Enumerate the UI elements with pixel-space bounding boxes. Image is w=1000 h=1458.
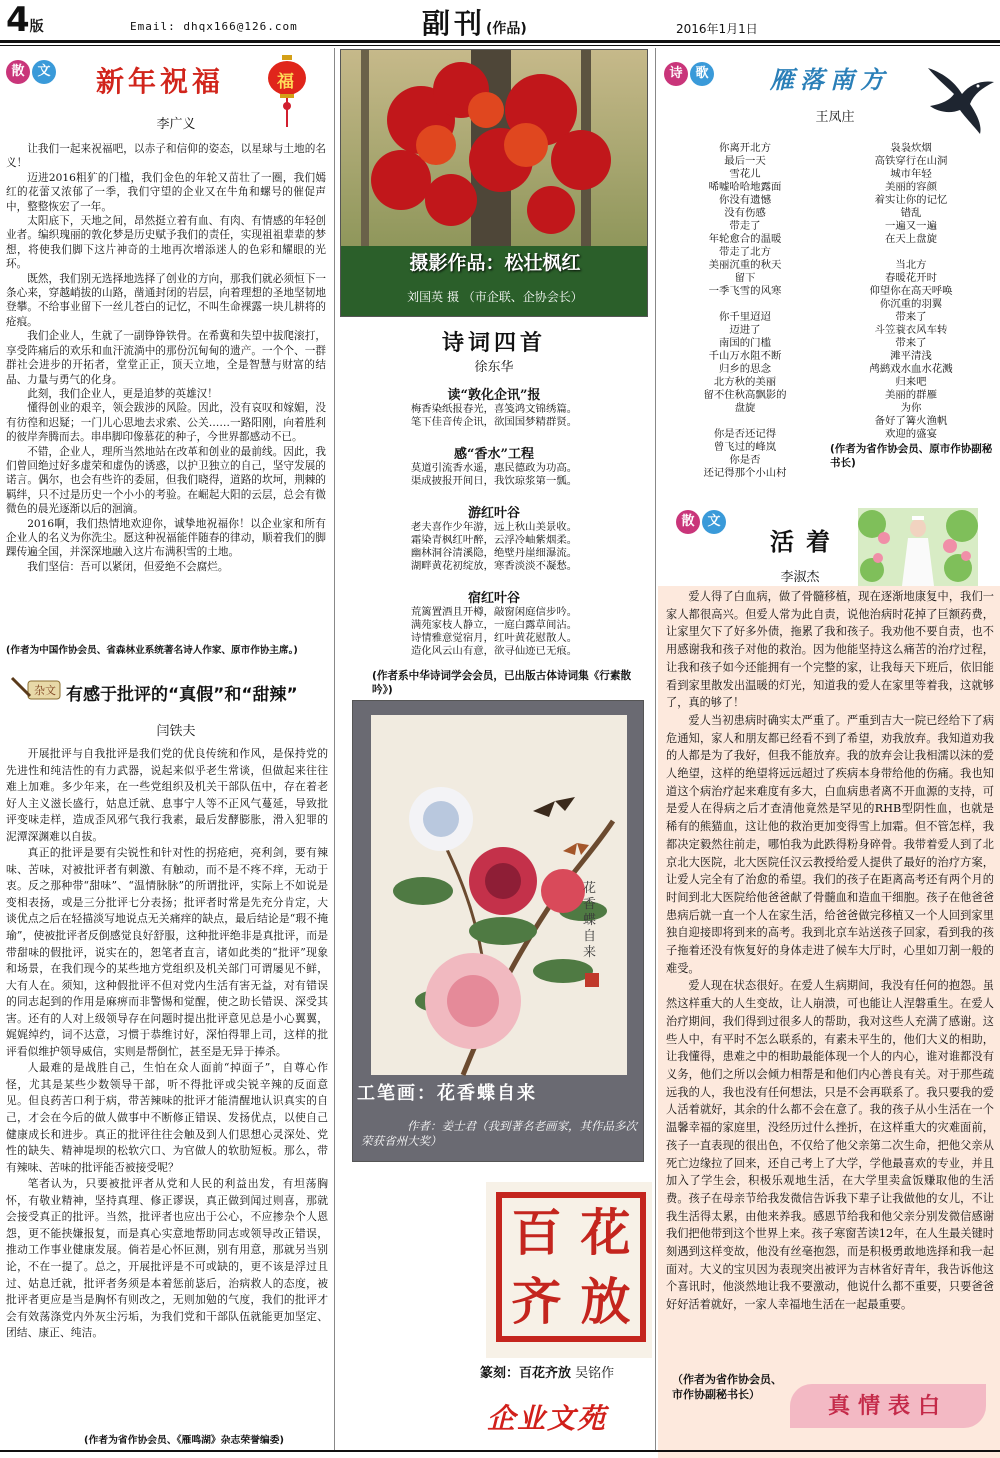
- poem2-column-a: [672, 142, 818, 480]
- poem2-line: 你沉重的羽翼: [879, 298, 943, 310]
- essay-title: 新年祝福: [96, 65, 225, 98]
- poem-title: 感“香水”工程: [454, 447, 534, 462]
- poem-line: 满苑家枝人静立，一庭白露草间沾。: [410, 619, 578, 631]
- seal-char: 放: [580, 1272, 631, 1331]
- essay3-body: 爱人得了白血病，做了骨髓移植，现在逐渐地康复中，我们一家人都很高兴。但爱人常为此自责，说他治病时花掉了巨额药费，让家里欠下了好多外债，拖累了我和孩子。我劝他不要自责，也不用感谢我和孩子对他的救治。因为他能坚持这么痛苦的治疗过程，让我和孩子如今还能拥有一个完整的家，让我每天下班后，依旧能看到家里散发出温暖的灯光，知道我的爱人在家里等着我，这就够了，真的够了！ 爱人当初患病时确实太严重了。严重到吉大一院已经给下了病危通知，家人和朋友都已经看不到了希望，劝我放弃。我知道劝我的人都是为了我好，但我不能放弃。我的放弃会让我相濡以沫的爱人绝望，这样的绝望将远远超过了疾病本身带给他的伤痛。我也知道这个病治疗起来难度有多大，白血病患者离不开血源的支持，可是爱人在得病之后才查清他竟然是罕见的RHB型阴性血，也就是稀有的熊猫血，这让他的救治更加变得雪上加霜。但不管怎样，我都决定毅然往前走，哪怕我为此跌得粉身碎骨。我带着爱人到了北京北大医院，北大医院任汉云教授给爱人提供了最好的治疗方案，让爱人完全有了治愈的希望。我们的孩子在距离高考还有两个月的时间到北大医院给他爸爸献了骨髓血和造血干细胞。孩子在他爸爸患病后就一直一个人在家生活，给爸爸做完移植又一个人回到家里独自迎接即将到来的高考。我到北京车站送孩子回家，看到我的孩子拖着还没有恢复好的身体走进了候车大厅时，心里如刀割一般的难受。 爱人现在状态很好。在爱人生病期间，我没有任何的抱怨。虽然这样重大的人生变故，让人崩溃，可也能让人涅磐重生。在爱人治疗期间，我们得到过很多人的帮助，我对这些人充满了感谢。这些人中，有平时不怎么联系的，有素未平生的，他们大义的相助，让我懂得，患难之中的相助最能体现一个人的内心，谁对谁都没有义务，他们之所以会倾力相帮是和他们内心善良有关。对于那些疏远我的人，我也没有任何想法，只是不会再联系了。我只要我的爱人活着就好，其余的什么都不会在意了。我的孩子从小生活在一个温馨幸福的家庭里，没经历过什么挫折，在这样重大的灾难面前，孩子一直表现的很出色，不仅给了他父亲第二次生命，把他父亲从死亡边缘拉了回来，还自己考上了大学，学他最喜欢的专业，并且加入了学生会，积极乐观地生活，在大学里卖盒饭赚取他的生活费。孩子在母亲节给我发微信告诉我下辈子让我做他的女儿，不让我生活得太累，由他来养我。感恩节给我和他父亲分别发微信感谢我们把他带到这个世界上来。孩子寒窗苦读12年，在人生最关键时刻遇到这样变故，他没有丝毫抱怨，而是积极勇敢地选择和我一起面对。大义的宝贝因为表现突出被评为吉林省好青年，我告诉他这个喜讯时，他淡然地让我不要激动，他说什么都不重要，只要爸爸好好活着就好，一家人幸福地生活在一起最重要。: [666, 590, 994, 1312]
- poem-line: 诗情雅意觉宿月，红叶黄花慰散人。: [410, 632, 578, 644]
- seal-caption-author: 吴铭作: [575, 1366, 615, 1381]
- essay-author: 李广义: [156, 117, 196, 132]
- poem2-line: 高铁穿行在山洞: [874, 155, 948, 167]
- poem2-line: 你是否还记得: [713, 428, 777, 440]
- seal-carving: [486, 1182, 652, 1358]
- poem2-line: 还记得那个小山村: [703, 467, 787, 479]
- poem2-line: 雪花儿: [729, 168, 761, 180]
- poem2-line: 没有伤感: [724, 207, 766, 219]
- poem2-line: 在天上盘旋: [885, 233, 937, 245]
- essay2-author: 闫铁夫: [156, 724, 196, 739]
- poem2-line: 为你: [900, 402, 922, 414]
- column-divider-left: [334, 48, 335, 1450]
- poem2-line: 美丽的群雁: [885, 389, 937, 401]
- poems-author: 徐东华: [474, 360, 514, 375]
- seal-caption-title: 篆刻：百花齐放: [480, 1366, 572, 1381]
- poem2-line: 袅袅炊烟: [890, 142, 932, 154]
- poem2-line: 年轮愈合的温暖: [708, 233, 782, 245]
- poem2-line: 斗笠蓑衣风车转: [874, 324, 948, 336]
- seal-char: 齐: [511, 1272, 562, 1331]
- seal-char: 百: [511, 1203, 562, 1262]
- poem2-line: 带走了北方: [719, 246, 771, 258]
- poem-line: 老夫喜作少年游，远上秋山美景收。: [410, 521, 578, 533]
- poem2-gap: [836, 246, 986, 259]
- poem2-line: 你是否: [729, 454, 761, 466]
- section-title: 副刊(作品): [422, 7, 527, 40]
- poem2-line: 错乱: [900, 207, 922, 219]
- poem2-line: 归乡的思念: [719, 363, 771, 375]
- poem-line: 湖畔黄花初绽放，寒香淡淡不凝愁。: [410, 560, 578, 572]
- essay3-tag: 散 文: [676, 510, 728, 534]
- poem2-line: 千山万水阻不断: [708, 350, 782, 362]
- essay2-tag: 杂文: [34, 684, 56, 697]
- poem2-line: 曾飞过的峰岚: [713, 441, 777, 453]
- poem2-line: 备好了篝火渔帆: [874, 415, 948, 427]
- column-logo: 企业文苑: [482, 1394, 612, 1444]
- poem-title: 游红叶谷: [467, 506, 520, 521]
- poem-line: 渠成披报开间日，我饮琼浆第一瓢。: [410, 475, 578, 487]
- photo-credit: 刘国英 摄 （市企联、企协会长）: [407, 290, 583, 304]
- poem2-line: 美丽的容颜: [885, 181, 937, 193]
- poem-line: 荒篱置酒且开樽，敲窗闲庭信步吟。: [410, 606, 578, 618]
- poem2-line: 春暖花开时: [885, 272, 937, 284]
- lantern-char: 福: [277, 72, 294, 92]
- poem-line: 幽林洞谷清溪隐，绝壁丹崖细瀑流。: [410, 547, 578, 559]
- poem2-line: 北方秋的美丽: [713, 376, 777, 388]
- poem2-line: 带走了: [729, 220, 761, 232]
- poem2-line: 留不住秋高飘影的: [703, 389, 787, 401]
- poems-note: (作者系中华诗词学会会员，已出版古体诗词集《行素散吟》): [372, 670, 632, 696]
- photo-title: 摄影作品：松壮枫红: [409, 252, 581, 274]
- poem2-line: 着实让你的记忆: [874, 194, 948, 206]
- poem2-line: 当北方: [895, 259, 927, 271]
- poem2-column-b: [836, 142, 986, 441]
- seal-caption: [480, 1362, 656, 1381]
- poem2-line: 你千里迢迢: [719, 311, 771, 323]
- poem-title: 读“敦化企讯”报: [447, 388, 541, 403]
- poem2-line: 城市年轻: [890, 168, 932, 180]
- essay2-body: 开展批评与自我批评是我们党的优良传统和作风，是保持党的先进性和纯洁性的有力武器，说起来似乎老生常谈，但做起来往往难上加难。多少年来，在一些党组织及机关干部队伍中，存在着老好人主义滋长盛行，姑息迁就、息事宁人等不正风气蔓延，导致批评变味走样，造成歪风邪气我行我素，最后发酵膨胀，滑入犯罪的泥潭深渊难以自拔。 真正的批评是要有尖锐性和针对性的拐疮疤，亮利剑，要有辣味、苦味，对被批评者有刺激、有触动，而不是不疼不痒，无动于衷。反之那种带“甜味”、“温情脉脉”的所谓批评，实际上不如说是变相表扬，或是三分批评七分表扬；批评者时常是先充分肯定，大谈优点之后在轻描淡写地说点无关痛痒的缺点，最后结论是“瑕不掩瑜”，使被批评者反倒感觉良好舒服，这种批评绝非是真批评，而是带甜味的假批评，说实在的，恕笔者直言，诸如此类的“批评”现象和场景，在我们现今的某些地方党组织及机关部门可谓屡见不鲜，大有人在。须知，这种假批评不但对党内生活有害无益，对有错误的同志起到的作用是麻痹而非警惕和觉醒，使之助长错误、深受其害。还有的人对上级领导存在问题时提出批评意见总是小心翼翼，娓娓绰约，词不达意，习惯于恭维讨好，深怕得罪上司，这样的批评看似维护领导威信，实则是帮倒忙，甚至是无异于捧杀。 人最难的是战胜自己，生怕在众人面前“掉面子”，自尊心作怪，尤其是某些少数领导干部，听不得批评或尖锐辛辣的反面意见。但良药苦口利于病，带苦辣味的批评才能清醒地认识真实的自己，才会在今后的做人做事中不断修正错误、发扬优点，以使自己健康成长和进步。真正的批评往往会触及到人们思想心灵深处、党性的缺失、精神堤坝的松软穴口、为官做人的软肋短板。那么，带有辣味、苦味的批评能否被接受呢？ 笔者认为，只要被批评者从党和人民的利益出发，有坦荡胸怀，有敬业精神，坚持真理、修正谬误，真正做到闻过则喜，那就会接受真正的批评。当然，批评者也应出于公心，不应掺杂个人恩怨，更不能挟嫌报复，而是真心实意地帮助同志或领导改正错误，推动工作事业健康发展。倘若是心怀叵测，别有用意，那就另当别论，不在一提了。总之，开展批评是不可或缺的，更不该是浮过且过、姑息迁就，批评者务须是本着惩前毖后，治病救人的态度，被批评者更应是当是胸怀有则改之，无则加勉的气度，我们的批评才会有效荡涤党内外灰尘污垢，为我们党和干部队伍就能更加坚定、团结、康正、纯洁。: [6, 747, 328, 1340]
- essay2-title: 有感于批评的“真假”和“甜辣”: [66, 685, 298, 705]
- page-header: [0, 0, 1000, 44]
- poem2-line: 迈进了: [729, 324, 761, 336]
- footer-rule: [0, 1450, 1000, 1452]
- essay3-author: 李淑杰: [780, 570, 820, 585]
- poem2-title: 雁落南方: [770, 65, 890, 94]
- page-number: 4版: [6, 0, 44, 40]
- poem2-line: 带来了: [895, 337, 927, 349]
- poem2-line: 南国的门槛: [719, 337, 771, 349]
- poem2-line: 滩平清浅: [890, 350, 932, 362]
- poem2-line: 盘旋: [734, 402, 756, 414]
- poems-list: [340, 378, 648, 658]
- poem2-line: 仰望你在高天呼唤: [869, 285, 953, 297]
- header-rule: [0, 40, 1000, 43]
- peony-painting: [352, 700, 644, 1162]
- poem-title: 宿红叶谷: [467, 591, 520, 606]
- poems-title: 诗词四首: [441, 331, 546, 356]
- seal-char: 花: [580, 1203, 631, 1262]
- poem-tag: 诗 歌: [664, 62, 716, 86]
- swallow-icon: [922, 54, 996, 136]
- poem2-author: 王凤庄: [815, 110, 855, 125]
- painting-inscription: 花香蝶自来: [583, 881, 597, 960]
- poem2-line: 归来吧: [895, 376, 927, 388]
- poem2-gap: [672, 415, 818, 428]
- brush-icon: [10, 676, 62, 702]
- seal-grid: [496, 1192, 646, 1342]
- poem2-line: 最后一天: [724, 155, 766, 167]
- painting-title: 工笔画：花香蝶自来: [357, 1083, 537, 1104]
- poem2-line: 美丽沉重的秋天: [708, 259, 782, 271]
- maple-photo: [340, 49, 648, 317]
- column-divider-right: [655, 48, 656, 1450]
- header-rule-thin: [0, 45, 1000, 46]
- poem-line: 梅香染纸报春光，喜笺鸿文锦绣篇。: [410, 403, 578, 415]
- author-note: (作者为中国作协会员、省森林业系统著名诗人作家、原市作协主席。): [6, 645, 298, 656]
- footer-tag: 真情表白: [790, 1384, 986, 1428]
- essay3-note: （作者为省作协会员、市作协副秘书长）: [672, 1373, 782, 1401]
- lantern-icon: [266, 55, 308, 127]
- essay2-note: (作者为省作协会员、《雁鸣湖》杂志荣誉编委): [84, 1435, 284, 1446]
- poem2-line: 你离开北方: [719, 142, 771, 154]
- poem2-note: (作者为省作协会员、原市作协副秘书长): [830, 443, 993, 469]
- poem2-line: 你没有遗憾: [719, 194, 771, 206]
- issue-date: 2016年1月1日: [676, 22, 758, 36]
- poem2-line: 欢迎的盛宴: [885, 428, 937, 440]
- poem2-line: 带来了: [895, 311, 927, 323]
- nurse-photo: [858, 508, 978, 586]
- painting-credit: 作者：姜士君（我到著名老画家，其作品多次荣获省州大奖）: [361, 1119, 637, 1148]
- essay3-title: 活着: [770, 528, 842, 556]
- poem2-line: 鸬鹚戏水血水花溅: [869, 363, 953, 375]
- essay-tag: 散 文: [6, 60, 58, 84]
- poem2-gap: [672, 298, 818, 311]
- poem-line: 造化风云山有意，欲寻仙迹已无痕。: [410, 645, 578, 657]
- poem-line: 莫道引流香水遥，惠民德政为功高。: [410, 462, 578, 474]
- poem-line: 笔下佳音传企讯，欲国国梦精群贤。: [410, 416, 578, 428]
- email: Email: dhqx166@126.com: [130, 20, 298, 33]
- poem2-line: 一遍又一遍: [885, 220, 937, 232]
- poem2-line: 一季飞雪的风寒: [708, 285, 782, 297]
- poem2-line: 唏嘘哈哈地露面: [708, 181, 782, 193]
- poem2-line: 留下: [734, 272, 756, 284]
- essay-body: 让我们一起来祝福吧，以赤子和信仰的姿态，以星球与土地的名义！ 迈进2016粗犷的门槛，我们金色的年轮又苗壮了一圈，我们嫣红的花蕾又浓郁了一季，我们守望的企业又在牛角和螺号的催促声中，整整恢宏了一年。 太阳底下，天地之间，昂然挺立着有血、有肉、有情感的年轻创业者。编织瑰丽的敦化梦是历史赋予我们的责任，实现祖祖辈辈的梦想，将使我们脚下这片神奇的土地再次增添迷人的色彩和耀眼的光环。 既然，我们别无选择地选择了创业的方向，那我们就必须恒下一条心来，穿越峭拔的山路，凿通封闭的岩层，向着理想的圣地坚韧地登攀。不给事业留下一丝儿苍白的记忆，不叫生命裸露一块儿耕将的疮痕。 我们企业人，生就了一副铮铮铁骨。在希冀和失望中拔爬滚打，享受阵痛后的欢乐和血汗流淌中的那份沉甸甸的遗产。一个个、一群群社会进步的开拓者，堂堂正正，顶天立地，全是智慧与财富的结晶、力量与勇气的化身。 此刻，我们企业人，更是追梦的英雄汉！ 懂得创业的艰辛，领会跋涉的风险。因此，没有哀叹和嫁媚，没有彷徨和迟疑；一门儿心思地去求索、公关……一路阳刚，向着胜利的彼岸奔腾而去。串串脚印像慕花的种子，今世界都感动不已。 不错，企业人，理所当然地站在改革和创业的最前线。因此，我们曾回绝过好多虚荣和虚伪的诱惑，以护卫独立的自己，坚守发展的诺言。偶尔，也会有些许的委屈，但我们晓得，道路的坎坷，荆棘的羁绊，只不过是历史一个小小的考验。在崛起大阳的云层，总会有微微色的晨光逐渐以后的洄滴。 2016啊，我们热情地欢迎你，诚挚地祝福你！以企业家和所有企业人的名义为你洗尘。愿这种祝福能伴随春的律动，顺着我们的脚踝传遍全国，并深深地融入这片布满积雪的土地。 我们坚信：吾可以紧闭，但爱绝不会腐烂。: [6, 143, 326, 573]
- poem-line: 霜染青枫红叶醉，云浮冷岫紫烟柔。: [410, 534, 578, 546]
